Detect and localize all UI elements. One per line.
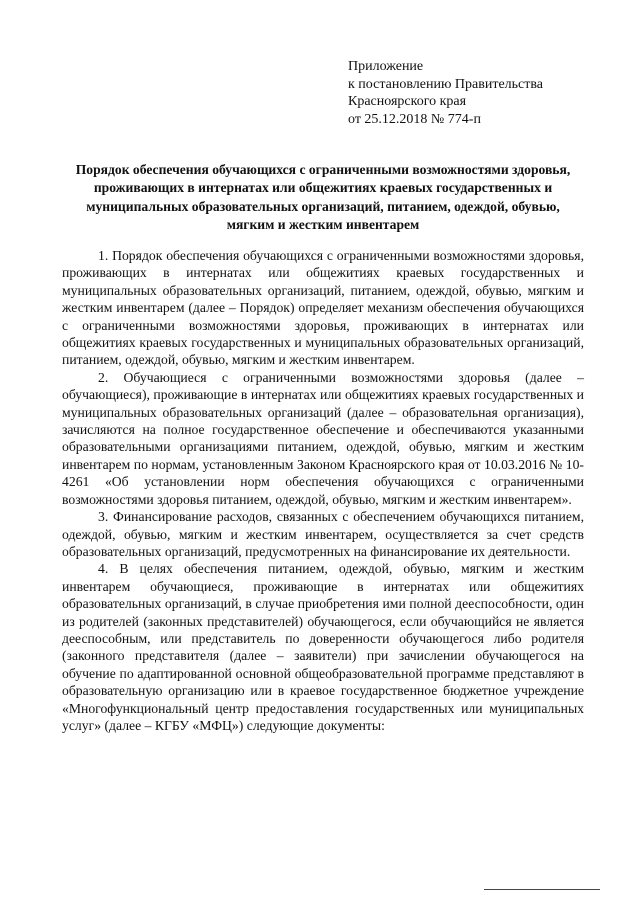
appendix-line-4: от 25.12.2018 № 774-п <box>348 111 481 127</box>
paragraph-4: 4. В целях обеспечения питанием, одеждой, обувью, мягким и жестким инвентарем обучающиеся, проживающие в интернатах или общежитиях образовательных организаций, в случае приобретения ими полной дееспособности, один из родителей (законных представителей) обучающегося, если обучающийся не является дееспособным, или представитель по доверенности обучающегося либо родителя (законного представителя (далее – заявители) при зачислении обучающегося на обучение по адаптированной основной общеобразовательной программе представляют в образовательную организацию или в краевое государственное бюджетное учреждение «Многофункциональный центр предоставления государственных или муниципальных услуг» (далее – КГБУ «МФЦ») следующие документы: <box>62 561 584 733</box>
appendix-line-2: к постановлению Правительства <box>348 76 544 92</box>
document-body <box>62 247 584 734</box>
paragraph-1: 1. Порядок обеспечения обучающихся с ограниченными возможностями здоровья, проживающих в интернатах или общежитиях краевых государственных и муниципальных образовательных организаций, питанием, одеждой, обувью, мягким и жестким инвентарем (далее – Порядок) определяет механизм обеспечения обучающихся с ограниченными возможностями здоровья, проживающих в интернатах или общежитиях краевых государственных и муниципальных образовательных организаций, питанием, одеждой, обувью, мягким и жестким инвентарем. <box>62 248 584 368</box>
document-title: Порядок обеспечения обучающихся с ограниченными возможностями здоровья, проживающих в интернатах или общежитиях краевых государственных и муниципальных образовательных организаций, питанием, одеждой, обувью, мягким и жестким инвентарем <box>75 162 571 232</box>
appendix-line-1: Приложение <box>348 59 424 74</box>
footer-divider <box>484 889 600 890</box>
paragraph-2: 2. Обучающиеся с ограниченными возможностями здоровья (далее – обучающиеся), проживающие в интернатах или общежитиях краевых государственных и муниципальных образовательных организаций (далее – образовательная организация), зачисляются на полное государственное обеспечение и обеспечиваются указанными образовательными организациями питанием, одеждой, обувью, мягким и жестким инвентарем по нормам, установленным Законом Красноярского края от 10.03.2016 № 10-4261 «Об установлении норм обеспечения обучающихся с ограниченными возможностями здоровья питанием, одеждой, обувью, мягким и жестким инвентарем». <box>62 369 584 507</box>
paragraph-3: 3. Финансирование расходов, связанных с обеспечением обучающихся питанием, одеждой, обувью, мягким и жестким инвентарем, осуществляется за счет средств образовательных организаций, предусмотренных на финансирование их деятельности. <box>62 509 584 559</box>
appendix-line-3: Красноярского края <box>348 94 467 109</box>
appendix-header <box>348 58 543 128</box>
